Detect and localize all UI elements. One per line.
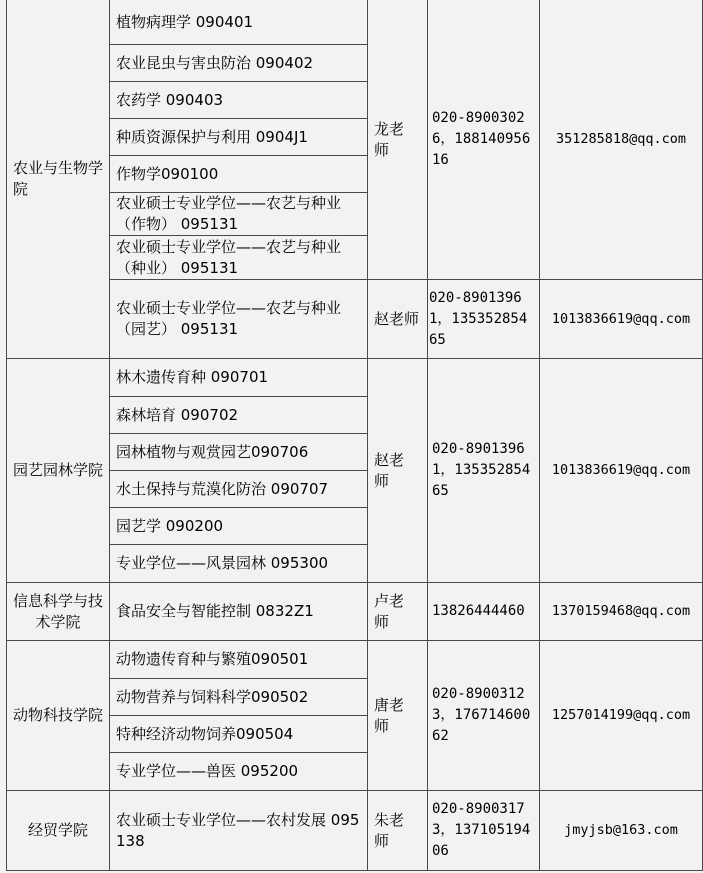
major-cell xyxy=(110,583,368,641)
major-label: 农药学 090403 xyxy=(116,90,224,109)
email-cell xyxy=(540,359,703,583)
email-address: 351285818@qq.com xyxy=(555,131,687,147)
major-label: 种质资源保护与利用 0904J1 xyxy=(116,127,308,146)
college-cell xyxy=(6,0,110,359)
major-cell xyxy=(110,545,368,583)
major-label: 农业硕士专业学位——农村发展 095138 xyxy=(116,810,360,850)
major-label: 农业硕士专业学位——农艺与种业（种业） 095131 xyxy=(116,237,342,277)
major-label: 动物遗传育种与繁殖090501 xyxy=(116,650,309,668)
major-label: 农业硕士专业学位——农艺与种业（作物） 095131 xyxy=(116,194,342,233)
major-cell xyxy=(110,753,368,791)
phone-number: 020-89003123，17671460062 xyxy=(432,686,531,744)
major-cell xyxy=(110,280,368,359)
major-cell xyxy=(110,0,368,45)
phone-cell xyxy=(428,583,540,641)
email-cell xyxy=(540,0,703,280)
phone-cell xyxy=(428,359,540,583)
college-name: 经贸学院 xyxy=(27,821,88,839)
major-label: 专业学位——兽医 095200 xyxy=(116,762,299,780)
major-label: 专业学位——风景园林 095300 xyxy=(116,554,329,572)
phone-cell xyxy=(428,791,540,871)
teacher-name: 唐老师 xyxy=(374,695,405,735)
email-address: 1013836619@qq.com xyxy=(551,462,691,478)
email-cell xyxy=(540,583,703,641)
college-name: 信息科学与技术学院 xyxy=(12,591,103,631)
email-address: 1257014199@qq.com xyxy=(551,707,691,723)
major-cell xyxy=(110,193,368,236)
major-cell xyxy=(110,119,368,156)
phone-number: 020-89013961，13535285465 xyxy=(429,289,528,348)
major-cell xyxy=(110,434,368,471)
college-cell xyxy=(6,641,110,791)
college-name: 农业与生物学院 xyxy=(13,159,104,198)
college-name: 动物科技学院 xyxy=(12,706,103,724)
major-label: 食品安全与智能控制 0832Z1 xyxy=(116,602,314,620)
email-cell xyxy=(540,791,703,871)
teacher-cell xyxy=(368,641,428,791)
teacher-cell xyxy=(368,0,428,280)
major-cell xyxy=(110,508,368,545)
major-label: 水土保持与荒漠化防治 090707 xyxy=(116,479,329,498)
major-label: 森林培育 090702 xyxy=(116,405,239,424)
major-cell xyxy=(110,716,368,753)
major-label: 农业硕士专业学位——农艺与种业（园艺） 095131 xyxy=(116,299,342,338)
major-label: 植物病理学 090401 xyxy=(116,12,254,31)
email-address: 1370159468@qq.com xyxy=(551,603,691,619)
phone-cell xyxy=(428,641,540,791)
college-cell xyxy=(6,791,110,871)
teacher-name: 赵老师 xyxy=(374,309,420,328)
teacher-cell xyxy=(368,791,428,871)
phone-cell xyxy=(428,280,540,359)
major-cell xyxy=(110,679,368,716)
major-cell xyxy=(110,45,368,82)
major-cell xyxy=(110,471,368,508)
major-cell xyxy=(110,641,368,679)
teacher-cell xyxy=(368,359,428,583)
major-cell xyxy=(110,156,368,193)
teacher-name: 朱老师 xyxy=(374,810,405,850)
college-name: 园艺园林学院 xyxy=(12,461,103,479)
teacher-cell xyxy=(368,583,428,641)
teacher-cell xyxy=(368,280,428,359)
phone-number: 13826444460 xyxy=(432,603,525,619)
phone-number: 020-89003173，13710519406 xyxy=(432,801,531,859)
email-cell xyxy=(540,280,703,359)
college-cell xyxy=(6,583,110,641)
teacher-name: 龙老师 xyxy=(374,119,405,159)
major-cell xyxy=(110,359,368,397)
phone-cell xyxy=(428,0,540,280)
major-label: 特种经济动物饲养090504 xyxy=(116,724,294,743)
major-cell xyxy=(110,236,368,280)
major-label: 林木遗传育种 090701 xyxy=(116,368,269,386)
major-label: 园林植物与观赏园艺090706 xyxy=(116,442,309,461)
phone-number: 020-89013961，13535285465 xyxy=(432,441,531,499)
phone-number: 020-89003026，18814095616 xyxy=(432,110,531,168)
major-cell xyxy=(110,82,368,119)
major-label: 动物营养与饲料科学090502 xyxy=(116,687,309,706)
teacher-name: 卢老师 xyxy=(374,591,405,631)
major-label: 农业昆虫与害虫防治 090402 xyxy=(116,53,314,72)
college-cell xyxy=(6,359,110,583)
major-label: 园艺学 090200 xyxy=(116,516,224,535)
teacher-name: 赵老师 xyxy=(374,450,405,490)
major-label: 作物学090100 xyxy=(116,164,219,183)
major-cell xyxy=(110,397,368,434)
email-address: jmyjsb@163.com xyxy=(564,822,678,838)
email-cell xyxy=(540,641,703,791)
email-address: 1013836619@qq.com xyxy=(551,310,691,327)
major-cell xyxy=(110,791,368,871)
